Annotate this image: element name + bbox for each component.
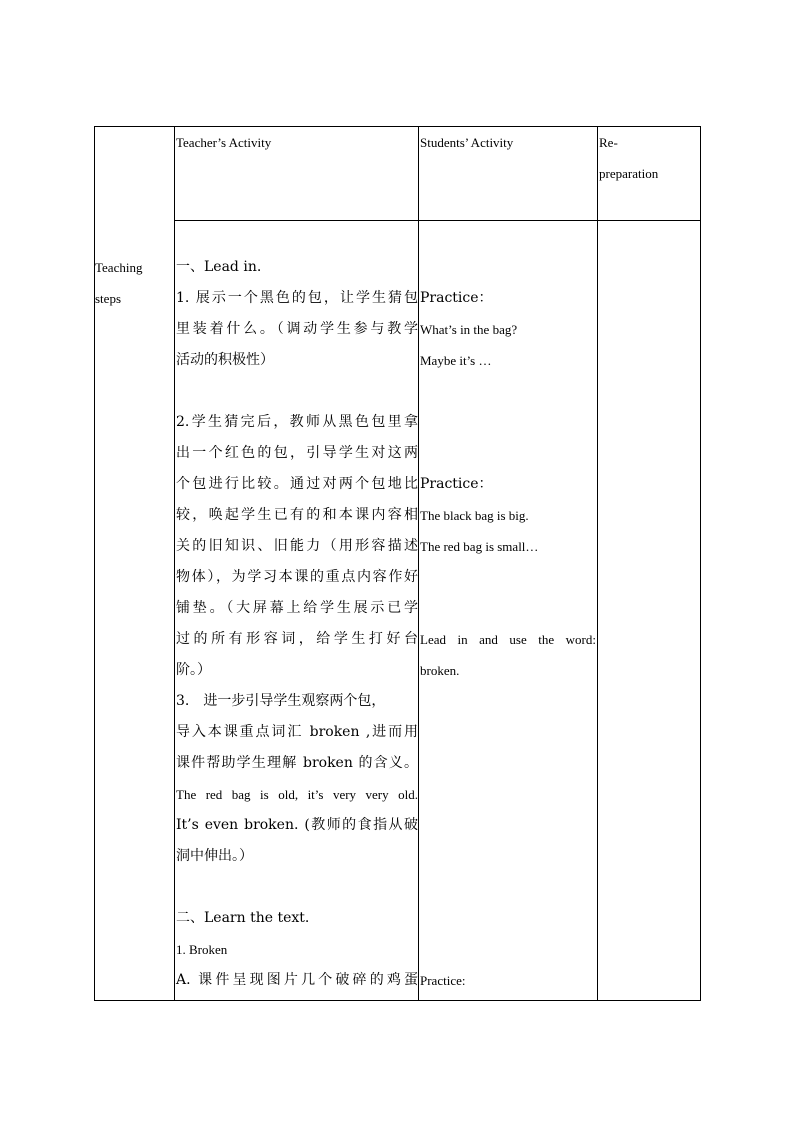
teacher-line: 个包进行比较。通过对两个包地比 [176,476,418,492]
teacher-line: 二、Learn the text. [176,910,310,926]
column-divider-1 [174,126,175,1001]
column-divider-2 [418,126,419,1001]
teacher-line: 较，唤起学生已有的和本课内容相 [176,507,418,523]
teacher-line: 阶。） [176,662,211,678]
teacher-line: 1. Broken [176,942,228,957]
teacher-line: 铺垫。（大屏幕上给学生展示已学 [176,600,418,616]
teacher-line: 出一个红色的包，引导学生对这两 [176,445,418,461]
teacher-line: 课件帮助学生理解 broken 的含义。 [176,755,418,771]
teacher-line: 导入本课重点词汇 broken ,进而用 [176,724,418,740]
header-students-activity: Students’ Activity [420,135,514,150]
student-line: Maybe it’s … [420,353,492,368]
teacher-line: 洞中伸出。） [176,848,253,864]
student-line: The red bag is small… [420,539,539,554]
student-line: Lead in and use the word: [420,632,596,647]
student-line: The black bag is big. [420,508,529,523]
teacher-line: 活动的积极性） [176,352,274,368]
column-divider-3 [597,126,598,1001]
teacher-line: 1. 展示一个黑色的包，让学生猜包 [176,290,418,306]
table-border-right [700,126,701,1001]
teacher-line: 一、Lead in. [176,259,262,275]
teacher-line: A. 课件呈现图片几个破碎的鸡蛋 [176,972,418,988]
row-label-line2: steps [95,291,121,306]
teacher-line: 3. 进一步引导学生观察两个包， [176,693,386,709]
teacher-line: 2.学生猜完后，教师从黑色包里拿 [176,414,418,430]
teacher-line: 物体），为学习本课的重点内容作好 [176,569,418,585]
student-line: Practice: [420,973,466,988]
teacher-line: 里装着什么。（调动学生参与教学 [176,321,418,337]
student-line: broken. [420,663,460,678]
header-re-preparation-line2: preparation [599,166,659,181]
row-label-line1: Teaching [95,260,143,275]
header-row-divider [174,220,701,221]
student-line: Practice： [420,290,493,306]
teacher-line: The red bag is old, it’s very very old. [176,787,418,802]
header-teacher-activity: Teacher’s Activity [176,135,272,150]
student-line: What’s in the bag? [420,322,518,337]
teacher-line: It’s even broken. (教师的食指从破 [176,817,418,833]
table-border-bottom [94,1000,701,1001]
student-line: Practice： [420,476,493,492]
teacher-line: 关的旧知识、旧能力（用形容描述 [176,538,418,554]
teacher-line: 过的所有形容词，给学生打好台 [176,631,418,647]
header-re-preparation-line1: Re- [599,135,618,150]
